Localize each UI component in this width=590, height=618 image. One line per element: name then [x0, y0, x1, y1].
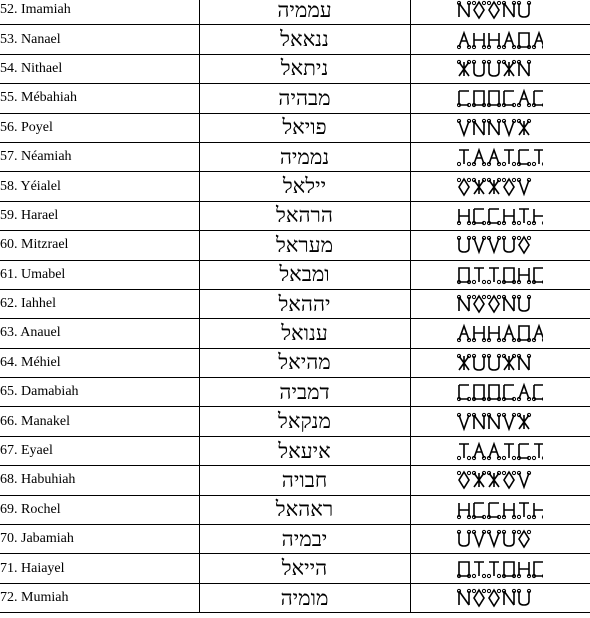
- angel-name: Méhiel: [21, 354, 61, 370]
- table-row: [0, 583, 590, 612]
- angel-name: Nanael: [21, 31, 61, 47]
- hebrew-name: ומבאל: [199, 260, 410, 289]
- angel-name-cell: [0, 113, 199, 142]
- table-row: [0, 0, 590, 25]
- celestial-script-glyphs: [410, 289, 590, 318]
- celestial-glyphs-icon: [457, 176, 543, 198]
- table-row: [0, 142, 590, 171]
- row-number: 71.: [0, 560, 18, 576]
- table-row: [0, 201, 590, 230]
- angel-name: Néamiah: [21, 149, 72, 165]
- hebrew-name: מעראל: [199, 231, 410, 260]
- angel-name-cell: [0, 554, 199, 583]
- angel-name-cell: [0, 348, 199, 377]
- celestial-glyphs-icon: [457, 58, 543, 80]
- celestial-script-glyphs: [410, 142, 590, 171]
- celestial-glyphs-icon: [457, 205, 543, 227]
- celestial-script-glyphs: [410, 231, 590, 260]
- angel-name-cell: [0, 0, 199, 25]
- table-row: [0, 25, 590, 54]
- row-number: 53.: [0, 31, 18, 47]
- angel-name: Umabel: [21, 266, 66, 282]
- celestial-glyphs-icon: [457, 87, 543, 109]
- row-number: 69.: [0, 501, 18, 517]
- hebrew-name: עממיה: [199, 0, 410, 25]
- hebrew-name: ננאאל: [199, 25, 410, 54]
- row-number: 54.: [0, 60, 18, 76]
- angel-name: Nithael: [21, 60, 63, 76]
- row-number: 70.: [0, 531, 18, 547]
- row-number: 59.: [0, 207, 18, 223]
- row-number: 55.: [0, 90, 18, 106]
- celestial-script-glyphs: [410, 436, 590, 465]
- hebrew-name: ראהאל: [199, 495, 410, 524]
- hebrew-name: פויאל: [199, 113, 410, 142]
- hebrew-name: ענואל: [199, 319, 410, 348]
- angel-name-cell: [0, 201, 199, 230]
- table-row: [0, 466, 590, 495]
- angel-name: Manakel: [21, 413, 70, 429]
- angel-name-cell: [0, 172, 199, 201]
- celestial-script-glyphs: [410, 84, 590, 113]
- celestial-script-glyphs: [410, 172, 590, 201]
- hebrew-name: נממיה: [199, 142, 410, 171]
- angel-name: Mébahiah: [21, 90, 77, 106]
- table-row: [0, 260, 590, 289]
- angel-name: Mitzrael: [21, 237, 69, 253]
- angel-name: Imamiah: [21, 2, 71, 18]
- row-number: 60.: [0, 237, 18, 253]
- celestial-glyphs-icon: [457, 469, 543, 491]
- angel-name: Jabamiah: [21, 531, 74, 547]
- angel-name: Rochel: [21, 501, 61, 517]
- hebrew-name: מנקאל: [199, 407, 410, 436]
- table-row: [0, 54, 590, 83]
- angel-name-cell: [0, 583, 199, 612]
- celestial-glyphs-icon: [457, 499, 543, 521]
- angel-name-cell: [0, 436, 199, 465]
- celestial-script-glyphs: [410, 407, 590, 436]
- hebrew-name: יילאל: [199, 172, 410, 201]
- angel-name: Damabiah: [21, 384, 79, 400]
- table-row: [0, 289, 590, 318]
- table-row: [0, 407, 590, 436]
- hebrew-name: מהיאל: [199, 348, 410, 377]
- celestial-script-glyphs: [410, 0, 590, 25]
- celestial-glyphs-icon: [457, 146, 543, 168]
- row-number: 58.: [0, 178, 18, 194]
- hebrew-name: ניתאל: [199, 54, 410, 83]
- celestial-script-glyphs: [410, 348, 590, 377]
- hebrew-name: יההאל: [199, 289, 410, 318]
- table-row: [0, 525, 590, 554]
- celestial-glyphs-icon: [457, 322, 543, 344]
- celestial-script-glyphs: [410, 201, 590, 230]
- angel-name-cell: [0, 319, 199, 348]
- angel-name: Habuhiah: [21, 472, 76, 488]
- celestial-glyphs-icon: [457, 293, 543, 315]
- table-row: [0, 231, 590, 260]
- celestial-script-glyphs: [410, 54, 590, 83]
- angel-name: Mumiah: [21, 590, 69, 605]
- celestial-glyphs-icon: [457, 0, 543, 21]
- celestial-glyphs-icon: [457, 411, 543, 433]
- angel-name-cell: [0, 54, 199, 83]
- celestial-script-glyphs: [410, 583, 590, 612]
- angel-name-cell: [0, 466, 199, 495]
- celestial-glyphs-icon: [457, 528, 543, 550]
- angel-name: Iahhel: [21, 296, 56, 312]
- angel-name-cell: [0, 525, 199, 554]
- celestial-script-glyphs: [410, 113, 590, 142]
- celestial-script-glyphs: [410, 25, 590, 54]
- table-row: [0, 113, 590, 142]
- hebrew-name: איעאל: [199, 436, 410, 465]
- angel-name-cell: [0, 84, 199, 113]
- angel-name-cell: [0, 289, 199, 318]
- celestial-script-glyphs: [410, 554, 590, 583]
- hebrew-name: דמביה: [199, 378, 410, 407]
- row-number: 65.: [0, 384, 18, 400]
- hebrew-name: מומיה: [199, 583, 410, 612]
- hebrew-name: חבויה: [199, 466, 410, 495]
- celestial-script-glyphs: [410, 525, 590, 554]
- celestial-script-glyphs: [410, 378, 590, 407]
- celestial-glyphs-icon: [457, 558, 543, 580]
- angel-name-cell: [0, 378, 199, 407]
- angel-name-cell: [0, 260, 199, 289]
- table-row: [0, 172, 590, 201]
- row-number: 52.: [0, 2, 18, 18]
- angel-name: Poyel: [21, 119, 53, 135]
- row-number: 56.: [0, 119, 18, 135]
- angel-name: Eyael: [21, 443, 53, 459]
- celestial-script-glyphs: [410, 466, 590, 495]
- table-row: [0, 84, 590, 113]
- celestial-glyphs-icon: [457, 352, 543, 374]
- angel-name: Anauel: [20, 325, 61, 341]
- table-row: [0, 554, 590, 583]
- table-row: [0, 348, 590, 377]
- celestial-glyphs-icon: [457, 264, 543, 286]
- row-number: 66.: [0, 413, 18, 429]
- celestial-glyphs-icon: [457, 381, 543, 403]
- hebrew-name: מבהיה: [199, 84, 410, 113]
- angel-name: Harael: [21, 207, 59, 223]
- celestial-glyphs-icon: [457, 29, 543, 51]
- table-row: [0, 319, 590, 348]
- hebrew-name: יבמיה: [199, 525, 410, 554]
- row-number: 67.: [0, 443, 18, 459]
- angel-name: Yéialel: [20, 178, 61, 194]
- celestial-glyphs-icon: [457, 117, 543, 139]
- table-row: [0, 436, 590, 465]
- hebrew-name: הייאל: [199, 554, 410, 583]
- row-number: 68.: [0, 472, 18, 488]
- celestial-glyphs-icon: [457, 440, 543, 462]
- celestial-script-glyphs: [410, 495, 590, 524]
- row-number: 57.: [0, 149, 18, 165]
- row-number: 61.: [0, 266, 18, 282]
- angel-name-cell: [0, 25, 199, 54]
- celestial-script-glyphs: [410, 319, 590, 348]
- celestial-glyphs-icon: [457, 234, 543, 256]
- hebrew-name: הרהאל: [199, 201, 410, 230]
- row-number: 62.: [0, 296, 18, 312]
- row-number: 63.: [0, 325, 18, 341]
- angel-name: Haiayel: [21, 560, 65, 576]
- celestial-glyphs-icon: [457, 587, 543, 609]
- celestial-script-glyphs: [410, 260, 590, 289]
- angel-name-cell: [0, 407, 199, 436]
- row-number: 64.: [0, 354, 18, 370]
- angel-name-cell: [0, 142, 199, 171]
- table-row: [0, 378, 590, 407]
- row-number: 72.: [0, 590, 18, 605]
- table-row: [0, 495, 590, 524]
- angel-name-cell: [0, 231, 199, 260]
- angel-name-cell: [0, 495, 199, 524]
